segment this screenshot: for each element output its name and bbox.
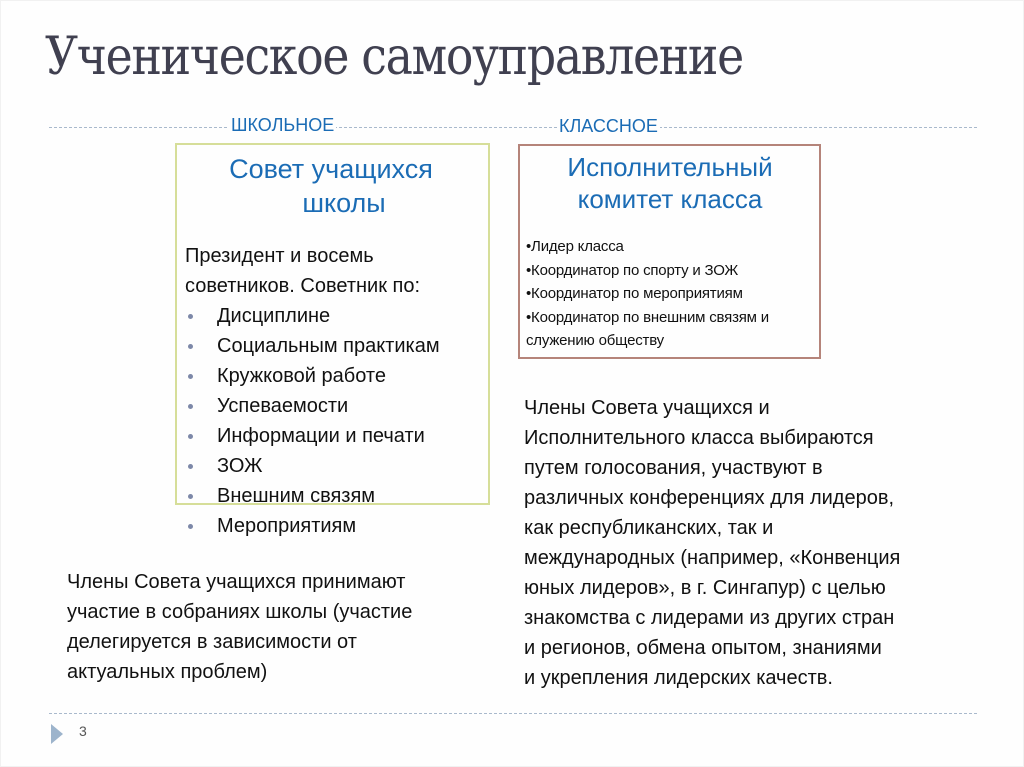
advisor-list (185, 301, 440, 541)
class-committee-heading (521, 151, 819, 215)
election-note: Члены Совета учащихся и Исполнительного класса выбираются путем голосования, участвуют в различных конференциях для лидеров, как республиканских, так и международных (например, «Конвенция юных лидеров», в г. Сингапур) с целью знакомства с лидерами из других стран и регионов, обмена опытом, знаниями и укрепления лидерских качеств. (524, 397, 901, 689)
school-heading-line2: школы (302, 187, 386, 218)
section-label-class: КЛАССНОЕ (559, 116, 658, 136)
bullet-icon (188, 494, 193, 499)
bullet-icon (188, 434, 193, 439)
list-item: Внешним связям (185, 481, 440, 511)
intro-line: советников. Советник по: (185, 275, 421, 297)
class-heading-line1: Исполнительный (567, 152, 773, 182)
bullet-icon (188, 524, 193, 529)
list-item: •Координатор по мероприятиям (526, 285, 743, 302)
list-item: Дисциплине (185, 301, 440, 331)
school-council-intro (185, 241, 485, 301)
list-item: •Лидер класса (526, 238, 624, 255)
bullet-icon (188, 464, 193, 469)
school-council-note: Члены Совета учащихся принимают участие в собраниях школы (участие делегируется в зависимости от актуальных проблем) (67, 571, 413, 683)
school-council-heading (186, 153, 476, 221)
list-item: ЗОЖ (185, 451, 440, 481)
school-heading-line1: Совет учащихся (229, 154, 433, 184)
bottom-divider (49, 713, 977, 714)
bullet-icon (188, 404, 193, 409)
committee-role-list (526, 235, 818, 353)
slide-number: 3 (79, 723, 87, 739)
triangle-marker-icon (51, 724, 63, 744)
class-heading-line2: комитет класса (577, 184, 763, 215)
list-item: Мероприятиям (185, 511, 440, 541)
section-label-school: ШКОЛЬНОЕ (231, 115, 335, 135)
list-item: •Координатор по внешним связям и (526, 308, 769, 326)
list-item: Кружковой работе (185, 361, 440, 391)
list-item: Социальным практикам (185, 331, 440, 361)
bullet-icon (188, 344, 193, 349)
bullet-icon (188, 314, 193, 319)
list-item: Успеваемости (185, 391, 440, 421)
list-item: •Координатор по спорту и ЗОЖ (526, 261, 738, 279)
top-divider (49, 127, 977, 128)
list-item: служению обществу (526, 332, 664, 349)
list-item: Информации и печати (185, 421, 440, 451)
slide-title: Ученическое самоуправление (45, 27, 743, 87)
intro-line: Президент и восемь (185, 245, 374, 267)
bullet-icon (188, 374, 193, 379)
